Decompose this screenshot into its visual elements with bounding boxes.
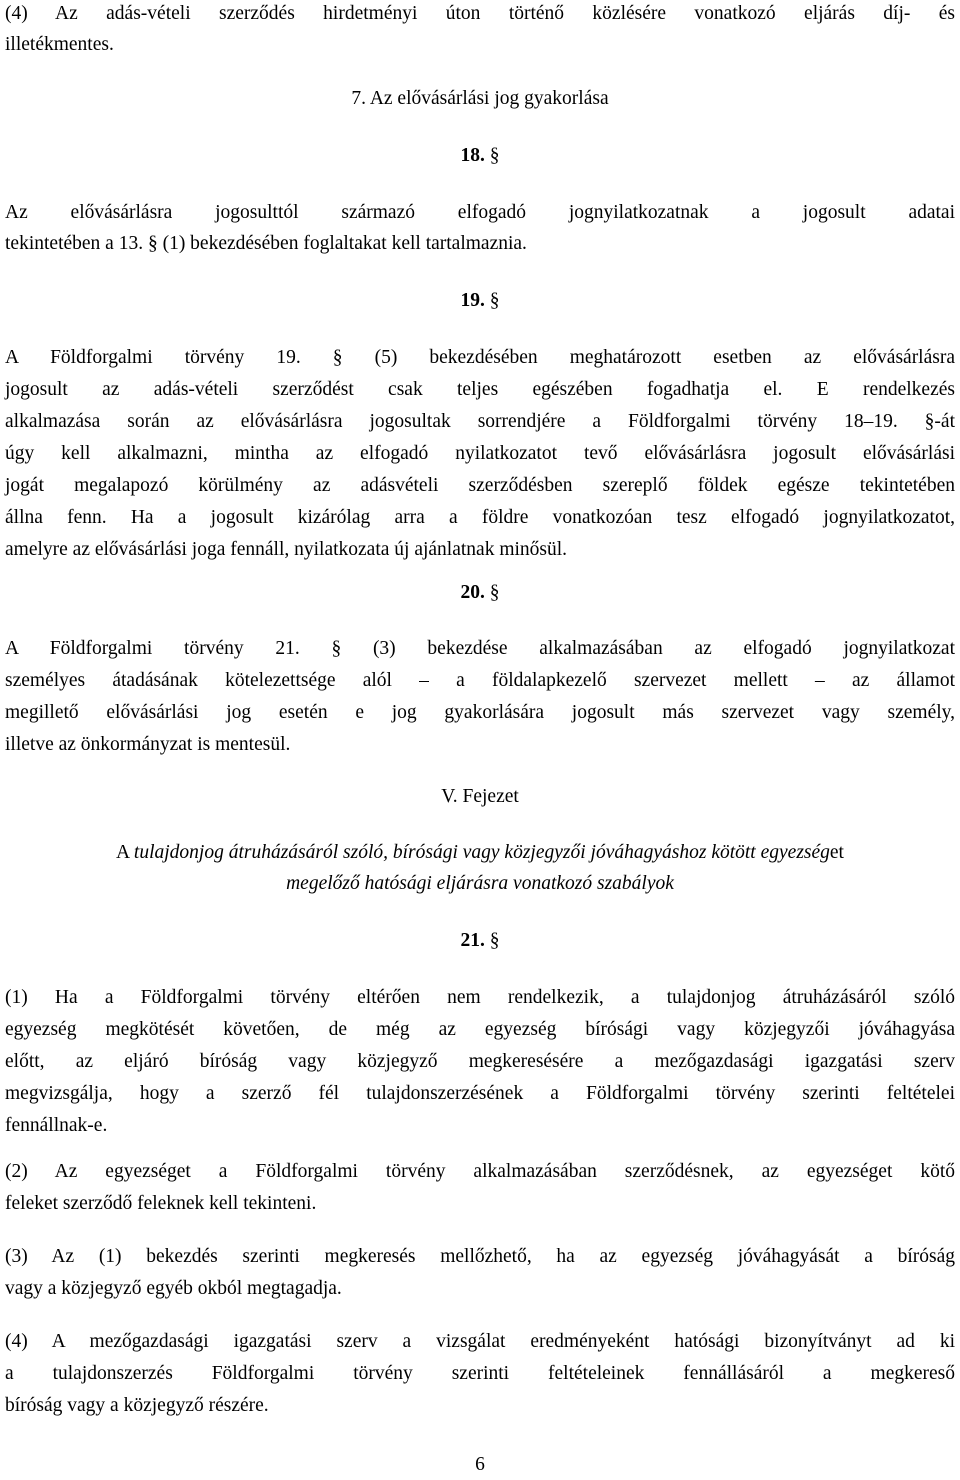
section-sign: § bbox=[489, 582, 500, 603]
paragraph-line: állna fenn. Ha a jogosult kizárólag arra a földre vonatkozóan tesz elfogadó jognyilatkozatot, bbox=[5, 507, 955, 528]
chapter-title-prefix: A bbox=[116, 842, 134, 863]
paragraph-line: egyezség megkötését követően, de még az egyezség bírósági vagy közjegyzői jóváhagyása bbox=[5, 1019, 955, 1040]
paragraph-line: úgy kell alkalmazni, mintha az elfogadó nyilatkozatot tevő elővásárlásra jogosult elővásárlási bbox=[5, 443, 955, 464]
section-number-value: 20. bbox=[460, 582, 485, 603]
chapter-title-line2: megelőző hatósági eljárásra vonatkozó szabályok bbox=[286, 873, 674, 894]
paragraph-line: jogát megalapozó körülmény az adásvételi szerződésben szereplő földek egésze tekintetében bbox=[5, 475, 955, 496]
paragraph-line: illetékmentes. bbox=[5, 34, 114, 55]
section-number bbox=[0, 582, 960, 604]
paragraph-line: (1) Ha a Földforgalmi törvény eltérően nem rendelkezik, a tulajdonjog átruházásáról szóló bbox=[5, 987, 955, 1008]
paragraph-line: A Földforgalmi törvény 19. § (5) bekezdésében meghatározott esetben az elővásárlásra bbox=[5, 347, 955, 368]
paragraph-line: (2) Az egyezséget a Földforgalmi törvény alkalmazásában szerződésnek, az egyezséget kötő bbox=[5, 1161, 955, 1182]
paragraph-line: (3) Az (1) bekezdés szerinti megkeresés mellőzhető, ha az egyezség jóváhagyását a bíróság bbox=[5, 1246, 955, 1267]
paragraph-line: jogosult az adás-vételi szerződést csak teljes egészében fogadhatja el. E rendelkezés bbox=[5, 379, 955, 400]
section-sign: § bbox=[489, 290, 500, 311]
section-number-value: 18. bbox=[460, 145, 485, 166]
paragraph-line: (4) A mezőgazdasági igazgatási szerv a vizsgálat eredményeként hatósági bizonyítványt ad ki bbox=[5, 1331, 955, 1352]
section-heading: 7. Az elővásárlási jog gyakorlása bbox=[351, 88, 609, 109]
chapter-heading: V. Fejezet bbox=[441, 786, 519, 807]
paragraph-line: megillető elővásárlási jog esetén e jog gyakorlására jogosult más szervezet vagy személy, bbox=[5, 702, 955, 723]
section-number bbox=[0, 145, 960, 167]
chapter-title-italic: tulajdonjog átruházásáról szóló, bírósági vagy közjegyzői jóváhagyáshoz kötött egyezség bbox=[133, 842, 830, 863]
paragraph-line: illetve az önkormányzat is mentesül. bbox=[5, 734, 291, 755]
section-number-value: 19. bbox=[460, 290, 485, 311]
section-number bbox=[0, 930, 960, 952]
chapter-title-suffix: et bbox=[829, 842, 844, 863]
paragraph-line: fennállnak-e. bbox=[5, 1115, 108, 1136]
paragraph-line: vagy a közjegyző egyéb okból megtagadja. bbox=[5, 1278, 342, 1299]
paragraph-line: tekintetében a 13. § (1) bekezdésében foglaltakat kell tartalmaznia. bbox=[5, 233, 527, 254]
page-number: 6 bbox=[475, 1454, 485, 1475]
paragraph-line: Az elővásárlásra jogosulttól származó elfogadó jognyilatkozatnak a jogosult adatai bbox=[5, 202, 955, 223]
paragraph-line: (4) Az adás-vételi szerződés hirdetményi úton történő közlésére vonatkozó eljárás díj- és bbox=[5, 3, 955, 24]
paragraph-line: amelyre az elővásárlási joga fennáll, nyilatkozata új ajánlatnak minősül. bbox=[5, 539, 568, 560]
paragraph-line: személyes átadásának kötelezettsége alól – a földalapkezelő szervezet mellett – az államot bbox=[5, 670, 955, 691]
paragraph-line: feleket szerződő feleknek kell tekinteni. bbox=[5, 1193, 317, 1214]
paragraph-line: előtt, az eljáró bíróság vagy közjegyző megkeresésére a mezőgazdasági igazgatási szerv bbox=[5, 1051, 955, 1072]
section-sign: § bbox=[489, 930, 500, 951]
paragraph-line: A Földforgalmi törvény 21. § (3) bekezdése alkalmazásában az elfogadó jognyilatkozat bbox=[5, 638, 955, 659]
paragraph-line: alkalmazása során az elővásárlásra jogosultak sorrendjére a Földforgalmi törvény 18–19. §-át bbox=[5, 411, 955, 432]
section-sign: § bbox=[489, 145, 500, 166]
paragraph-line: megvizsgálja, hogy a szerző fél tulajdonszerzésének a Földforgalmi törvény szerinti feltételei bbox=[5, 1083, 955, 1104]
section-number-value: 21. bbox=[460, 930, 485, 951]
section-number bbox=[0, 290, 960, 312]
paragraph-line: a tulajdonszerzés Földforgalmi törvény szerinti feltételeinek fennállásáról a megkereső bbox=[5, 1363, 955, 1384]
paragraph-line: bíróság vagy a közjegyző részére. bbox=[5, 1395, 269, 1416]
chapter-title bbox=[0, 842, 960, 864]
